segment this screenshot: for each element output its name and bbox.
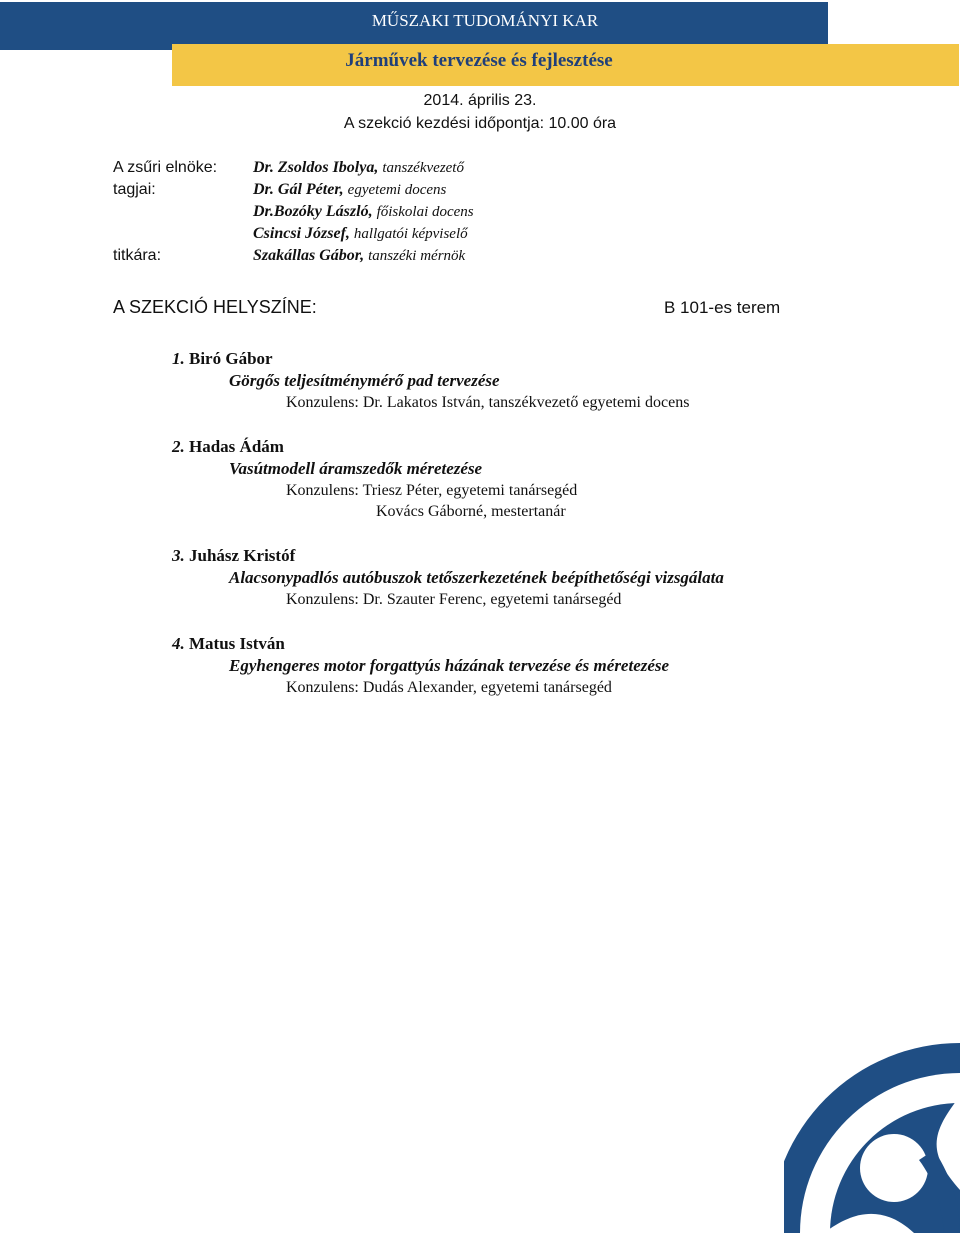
presenter xyxy=(172,349,932,369)
jury-chair-name: Dr. Zsoldos Ibolya, xyxy=(253,159,379,176)
entry-number: 4. xyxy=(172,634,185,653)
jury-members-label: tagjai: xyxy=(113,181,156,198)
presenter-name: Biró Gábor xyxy=(189,349,273,368)
jury-member xyxy=(253,225,468,243)
consultant: Konzulens: Dr. Szauter Ferenc, egyetemi tanársegéd xyxy=(286,591,622,608)
university-logo xyxy=(784,1040,960,1233)
jury-member xyxy=(253,181,446,199)
presenter xyxy=(172,437,932,457)
presentation-entry xyxy=(172,437,932,521)
jury-member-role: hallgatói képviselő xyxy=(353,226,468,242)
presentation-entry xyxy=(172,634,932,697)
entry-number: 3. xyxy=(172,546,185,565)
jury-secretary-label: titkára: xyxy=(113,247,162,264)
jury-member-role: egyetemi docens xyxy=(347,182,447,198)
jury-member-name: Dr.Bozóky László, xyxy=(253,203,373,220)
presentation-title: Alacsonypadlós autóbuszok tetőszerkezetének beépíthetőségi vizsgálata xyxy=(229,568,724,587)
presentation-title: Görgős teljesítménymérő pad tervezése xyxy=(229,371,500,390)
consultant: Konzulens: Dudás Alexander, egyetemi tanársegéd xyxy=(286,679,612,696)
presenter xyxy=(172,634,932,654)
jury-chair-label: A zsűri elnöke: xyxy=(113,159,218,176)
consultant: Konzulens: Dr. Lakatos István, tanszékvezető egyetemi docens xyxy=(286,394,690,411)
jury-secretary-role: tanszéki mérnök xyxy=(368,248,466,264)
presentation-title: Egyhengeres motor forgattyús házának tervezése és méretezése xyxy=(229,656,670,675)
event-date: 2014. április 23. xyxy=(423,92,537,109)
jury-member xyxy=(253,203,474,221)
venue-value: B 101-es terem xyxy=(664,298,781,317)
entry-number: 1. xyxy=(172,349,185,368)
presenter-name: Matus István xyxy=(189,634,285,653)
entry-number: 2. xyxy=(172,437,185,456)
jury-secretary-name: Szakállas Gábor, xyxy=(253,247,365,264)
presenter xyxy=(172,546,932,566)
section-title: Járművek tervezése és fejlesztése xyxy=(345,50,613,71)
jury-member-role: főiskolai docens xyxy=(376,204,474,220)
venue-label: A SZEKCIÓ HELYSZÍNE: xyxy=(113,297,317,317)
jury-chair-role: tanszékvezető xyxy=(382,160,464,176)
jury-member-name: Dr. Gál Péter, xyxy=(253,181,344,198)
presentation-entry xyxy=(172,546,932,609)
jury-member-name: Csincsi József, xyxy=(253,225,350,242)
presenter-name: Juhász Kristóf xyxy=(189,546,296,565)
presentation-title: Vasútmodell áramszedők méretezése xyxy=(229,459,483,478)
consultant: Konzulens: Triesz Péter, egyetemi tanársegéd xyxy=(286,482,578,499)
jury-secretary xyxy=(253,247,465,265)
faculty-name: MŰSZAKI TUDOMÁNYI KAR xyxy=(371,11,599,30)
presentation-entry xyxy=(172,349,932,412)
consultant-secondary: Kovács Gáborné, mestertanár xyxy=(376,503,566,520)
start-time: A szekció kezdési időpontja: 10.00 óra xyxy=(343,115,617,132)
presenter-name: Hadas Ádám xyxy=(189,437,284,456)
jury-chair xyxy=(253,159,464,177)
